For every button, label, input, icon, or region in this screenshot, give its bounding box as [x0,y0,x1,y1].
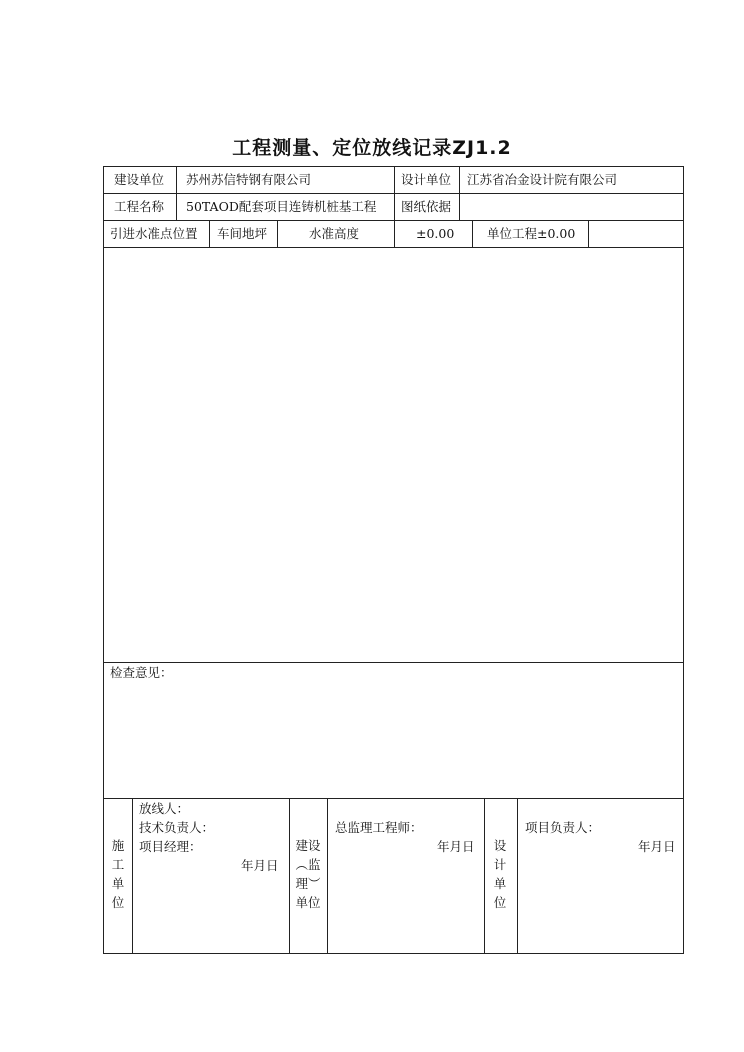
project-name-value: 50TAOD配套项目连铸机桩基工程 [186,199,377,214]
vertical-char: 建设 [295,838,321,853]
row-divider [103,798,684,799]
project-name-label: 工程名称 [114,199,165,214]
design-party-vertical-label [493,836,507,912]
col-divider [517,798,518,954]
row-divider [103,662,684,663]
col-divider [132,798,133,954]
benchmark-location-value: 车间地坪 [217,226,268,241]
inspection-label: 检查意见： [110,665,173,680]
vertical-char: ︵监 [295,857,321,872]
level-height-label: 水准高度 [309,226,360,241]
vertical-char: 单 [111,876,125,891]
design-unit-value: 江苏省冶金设计院有限公司 [467,172,618,187]
vertical-char: 理︶ [295,876,321,891]
col-divider [289,798,290,954]
construction-party-vertical-label [111,836,125,912]
tech-lead-label: 技术负责人： [139,820,215,835]
design-project-lead-label: 项目负责人： [525,820,601,835]
col-divider [277,220,278,247]
vertical-char: 施 [111,838,125,853]
vertical-char: 设 [493,838,507,853]
col-divider [484,798,485,954]
col-divider [459,166,460,220]
col-divider [588,220,589,247]
construction-unit-label: 建设单位 [114,172,165,187]
design-date-label: 年月日 [638,839,676,854]
vertical-char: 计 [493,857,507,872]
level-height-value: ±0.00 [416,226,455,241]
vertical-char: 位 [493,895,507,910]
col-divider [327,798,328,954]
record-form [103,166,684,954]
construction-date-label: 年月日 [241,858,279,873]
project-manager-label: 项目经理： [139,839,202,854]
col-divider [394,166,395,220]
construction-unit-value: 苏州苏信特钢有限公司 [186,172,312,187]
survey-sketch-area [104,248,683,661]
owner-party-vertical-label [294,836,322,912]
owner-date-label: 年月日 [437,839,475,854]
vertical-char: 单位 [295,895,321,910]
drawing-basis-label: 图纸依据 [401,199,452,214]
chief-supervisor-label: 总监理工程师： [335,820,423,835]
vertical-char: 位 [111,895,125,910]
surveyor-label: 放线人： [139,801,190,816]
col-divider [394,220,395,247]
col-divider [176,166,177,220]
benchmark-location-label: 引进水准点位置 [110,226,198,241]
page-title: 工程测量、定位放线记录ZJ1.2 [232,137,512,159]
col-divider [472,220,473,247]
vertical-char: 单 [493,876,507,891]
unit-project-label: 单位工程±0.00 [487,226,576,241]
col-divider [209,220,210,247]
design-unit-label: 设计单位 [401,172,452,187]
vertical-char: 工 [111,857,125,872]
